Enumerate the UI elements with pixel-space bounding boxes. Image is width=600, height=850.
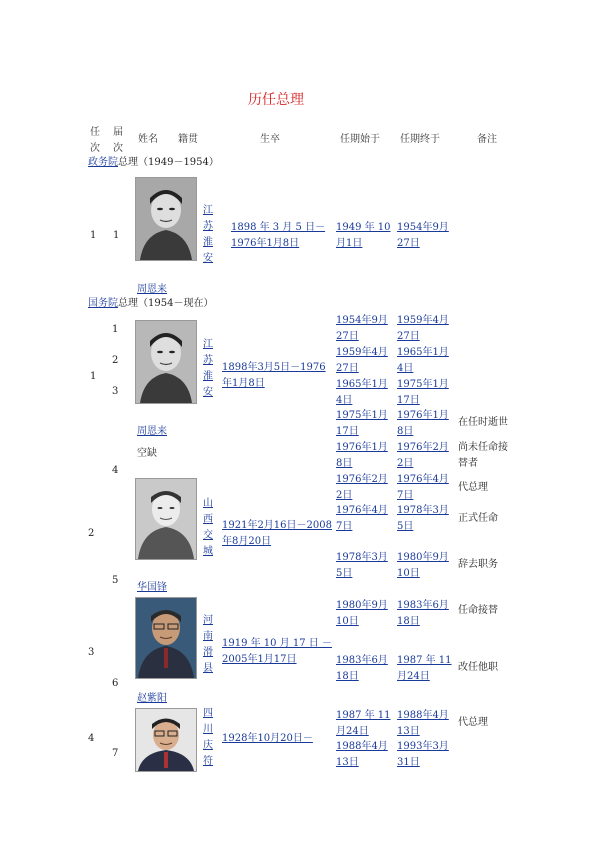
term-end: 1959年4月 27日 bbox=[397, 315, 449, 342]
jie-ci-1b: 1 bbox=[112, 324, 119, 335]
term-end: 1988年4月 13日 bbox=[397, 710, 449, 737]
portrait-hua-guofeng bbox=[135, 478, 197, 560]
term-end: 1976年4月 7日 bbox=[397, 474, 449, 501]
page-title: 历任总理 bbox=[248, 92, 304, 108]
name-hua-guofeng[interactable]: 华国锋 bbox=[137, 582, 167, 593]
term-note: 辞去职务 bbox=[458, 559, 498, 570]
header-term-end: 任期终于 bbox=[400, 134, 440, 145]
term-start: 1980年9月 10日 bbox=[336, 600, 388, 627]
name-zhao-ziyang[interactable]: 赵紫阳 bbox=[137, 693, 167, 704]
term-end: 1976年2月 2日 bbox=[397, 442, 449, 469]
section-zhengwuyuan: 政务院总理（1949－1954） bbox=[88, 157, 219, 168]
ren-ci-1b: 1 bbox=[90, 371, 97, 382]
header-notes: 备注 bbox=[477, 134, 497, 145]
term-note: 代总理 bbox=[458, 717, 488, 728]
term-end: 1976年1月 8日 bbox=[397, 410, 449, 437]
term-note: 在任时逝世 bbox=[458, 417, 508, 428]
life-li: 1928年10月20日－ bbox=[222, 733, 313, 744]
native-hua: 山 西 交 城 bbox=[203, 498, 213, 557]
ren-ci-2: 2 bbox=[88, 528, 95, 539]
jie-ci-6: 6 bbox=[112, 678, 119, 689]
term-start: 1988年4月 13日 bbox=[336, 741, 388, 768]
life-hua: 1921年2月16日－2008 年8月20日 bbox=[222, 520, 332, 547]
term-end: 1978年3月 5日 bbox=[397, 505, 449, 532]
jie-ci-5: 5 bbox=[112, 575, 119, 586]
header-jie-ci: 届 次 bbox=[113, 127, 123, 154]
portrait-zhao-ziyang bbox=[135, 597, 197, 679]
name-zhou-enlai-2[interactable]: 周恩来 bbox=[137, 426, 167, 437]
name-zhou-enlai-1[interactable]: 周恩来 bbox=[137, 284, 167, 295]
term-end: 1983年6月 18日 bbox=[397, 600, 449, 627]
header-term-start: 任期始于 bbox=[340, 134, 380, 145]
ren-ci-3: 3 bbox=[88, 647, 95, 658]
life-zhou-1954: 1898年3月5日－1976 年1月8日 bbox=[222, 362, 326, 389]
term-start: 1965年1月 4日 bbox=[336, 379, 388, 406]
portrait-li-peng bbox=[135, 708, 197, 772]
native-zhou-1954: 江 苏 淮 安 bbox=[203, 339, 213, 398]
term-start: 1959年4月 27日 bbox=[336, 347, 388, 374]
term-note: 改任他职 bbox=[458, 662, 498, 673]
header-life: 生卒 bbox=[260, 134, 280, 145]
jie-ci-4: 4 bbox=[112, 465, 119, 476]
term-note: 代总理 bbox=[458, 482, 488, 493]
term-note: 正式任命 bbox=[458, 513, 498, 524]
jie-ci-7: 7 bbox=[112, 748, 119, 759]
ren-ci-1: 1 bbox=[90, 230, 97, 241]
term-end: 1965年1月 4日 bbox=[397, 347, 449, 374]
header-native-place: 籍贯 bbox=[178, 134, 198, 145]
ren-ci-4: 4 bbox=[88, 733, 95, 744]
jie-ci-1: 1 bbox=[113, 230, 120, 241]
guowuyuan-link[interactable]: 国务院 bbox=[88, 298, 118, 309]
native-li: 四 川 庆 符 bbox=[203, 708, 213, 767]
term-start: 1954年9月 27日 bbox=[336, 315, 388, 342]
native-zhao: 河 南 滑 县 bbox=[203, 615, 213, 674]
section-guowuyuan: 国务院总理（1954－现在） bbox=[88, 298, 214, 309]
term-start: 1978年3月 5日 bbox=[336, 552, 388, 579]
life-zhou-1949: 1898 年 3 月 5 日－ 1976年1月8日 bbox=[231, 222, 326, 249]
end-zhou-1949: 1954年9月 27日 bbox=[397, 222, 449, 249]
vacancy-label: 空缺 bbox=[137, 448, 157, 459]
term-note: 尚未任命接 替者 bbox=[458, 442, 508, 469]
term-start: 1976年2月 2日 bbox=[336, 474, 388, 501]
term-end: 1987 年 11 月24日 bbox=[397, 655, 452, 682]
portrait-zhou-enlai bbox=[135, 177, 197, 261]
portrait-zhou-enlai-2 bbox=[135, 320, 197, 404]
start-zhou-1949: 1949 年 10 月1日 bbox=[336, 222, 391, 249]
term-note: 任命接替 bbox=[458, 605, 498, 616]
life-zhao: 1919 年 10 月 17 日 － 2005年1月17日 bbox=[222, 638, 332, 665]
term-end: 1980年9月 10日 bbox=[397, 552, 449, 579]
term-end: 1993年3月 31日 bbox=[397, 741, 449, 768]
term-end: 1975年1月 17日 bbox=[397, 379, 449, 406]
term-start: 1975年1月 17日 bbox=[336, 410, 388, 437]
header-name: 姓名 bbox=[138, 134, 158, 145]
jie-ci-3: 3 bbox=[112, 386, 119, 397]
header-ren-ci: 任 次 bbox=[90, 127, 100, 154]
jie-ci-2: 2 bbox=[112, 355, 119, 366]
term-start: 1987 年 11 月24日 bbox=[336, 710, 391, 737]
native-zhou-1949: 江 苏 淮 安 bbox=[203, 205, 213, 264]
term-start: 1976年4月 7日 bbox=[336, 505, 388, 532]
term-start: 1976年1月 8日 bbox=[336, 442, 388, 469]
zhengwuyuan-link[interactable]: 政务院 bbox=[88, 157, 118, 168]
term-start: 1983年6月 18日 bbox=[336, 655, 388, 682]
